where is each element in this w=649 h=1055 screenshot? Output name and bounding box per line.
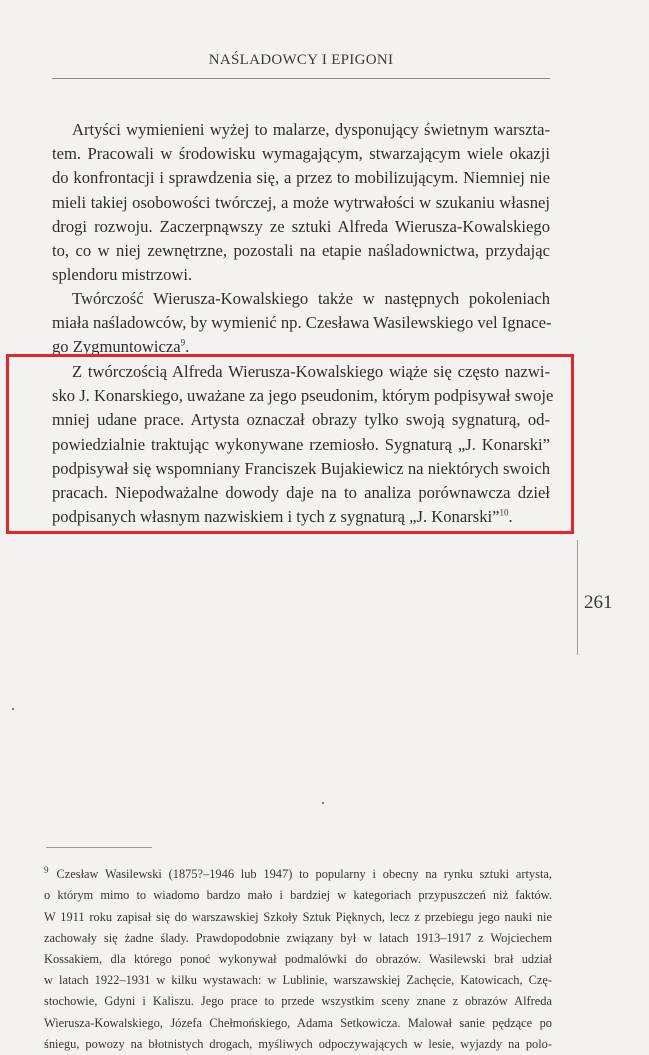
- text-line: do konfrontacji i sprawdzenia się, a przez to mobilizującym. Niemniej nie: [52, 168, 550, 188]
- scan-speck: [12, 708, 14, 710]
- footnote-line: zachowały się żadne ślady. Prawdopodobnie związany był w latach 1913–1917 z Wojciechem: [44, 930, 552, 945]
- text-line: drogi rozwoju. Zaczerpnąwszy ze sztuki Alfreda Wierusza-Kowalskiego: [52, 216, 550, 236]
- text-line: tem. Pracowali w środowisku wymagającym, stwarzającym wiele okazji: [52, 144, 550, 164]
- text-line: Z twórczością Alfreda Wierusza-Kowalskiego wiąże się często nazwi-: [72, 362, 550, 381]
- text-line: mniej udane prace. Artysta oznaczał obrazy tylko swoją sygnaturą, od-: [52, 410, 550, 430]
- footnote-line: Wierusza-Kowalskiego, Józefa Chełmońskiego, Adama Setkowicza. Malował sanie pędzące po: [44, 1015, 552, 1030]
- footnote-line: stochowie, Gdyni i Kaliszu. Jego prace to przede wszystkim sceny znane z obrazów Alfreda: [44, 994, 552, 1009]
- footnote-line: [44, 860, 552, 885]
- footnote-rule: [46, 847, 152, 848]
- paragraph-1: [52, 118, 550, 287]
- footnote-9: [44, 860, 552, 1055]
- scan-speck: [322, 802, 324, 804]
- footnote-ref-10[interactable]: 10: [499, 507, 509, 518]
- footnote-text: Czesław Wasilewski (1875?–1946 lub 1947) to popularny i obecny na rynku sztuki artysta,: [56, 867, 552, 882]
- footnote-ref-9[interactable]: 9: [180, 337, 186, 348]
- header-rule: [52, 78, 550, 79]
- text-line: Artyści wymienieni wyżej to malarze, dysponujący świetnym warszta-: [72, 120, 550, 139]
- text-line: to, co w niej zewnętrzne, pozostali na etapie naśladownictwa, przydając: [52, 241, 550, 261]
- footnote-line: o którym mimo to wiadomo bardzo mało i bardziej w kategoriach przypuszczeń niż faktów.: [44, 888, 552, 903]
- footnote-line: w latach 1922–1931 w kilku wystawach: w Lublinie, warszawskiej Zachęcie, Katowicach, Czę-: [44, 973, 552, 988]
- text-line: go Zygmuntowicza: [52, 337, 181, 357]
- footnote-line: śniegu, powozy na błotnistych drogach, myśliwych odpoczywających w lesie, wyjazdy na polo-: [44, 1036, 552, 1051]
- footnote-line: Kossakiem, dla którego ponoć wykonywał podmalówki do obrazów. Wasilewski brał udział: [44, 951, 552, 966]
- highlight-box: [6, 354, 574, 534]
- text-line: splendoru mistrzowi.: [52, 265, 193, 285]
- text-line: miała naśladowców, by wymienić np. Czesława Wasilewskiego vel Ignace-: [52, 313, 552, 333]
- text-line: mieli takiej osobowości twórczej, a może wytrwałości w szukaniu własnej: [52, 192, 550, 212]
- text-line-with-note: podpisanych własnym nazwiskiem i tych z sygnaturą „J. Konarski”$^{10}$.: [52, 507, 513, 527]
- text-line: powiedzialnie traktując wykonywane rzemiosło. Sygnaturą „J. Konarski”: [52, 434, 550, 454]
- text-line: sko J. Konarskiego, uważane za jego pseudonim, którym podpisywał swoje: [52, 386, 554, 406]
- footnote-line: W 1911 roku zapisał się do warszawskiej Szkoły Sztuk Pięknych, lecz z przebiegu jego nauki nie: [44, 909, 552, 924]
- text-line-with-note: go Zygmuntowicza$^9$.: [52, 337, 190, 357]
- running-header: NAŚLADOWCY I EPIGONI: [208, 52, 394, 68]
- footnote-mark: 9: [44, 865, 49, 875]
- text-line: Twórczość Wierusza-Kowalskiego także w następnych pokoleniach: [72, 289, 550, 308]
- text-line: pracach. Niepodważalne dowody daje na to analiza porównawcza dzieł: [52, 483, 550, 503]
- text-line: podpisanych własnym nazwiskiem i tych z sygnaturą „J. Konarski”: [52, 507, 500, 527]
- text-line: podpisywał się wspomniany Franciszek Bujakiewicz na niektórych swoich: [52, 458, 550, 478]
- page-number: 261: [584, 592, 613, 613]
- paragraph-2: [52, 287, 550, 360]
- margin-rule: [577, 540, 578, 655]
